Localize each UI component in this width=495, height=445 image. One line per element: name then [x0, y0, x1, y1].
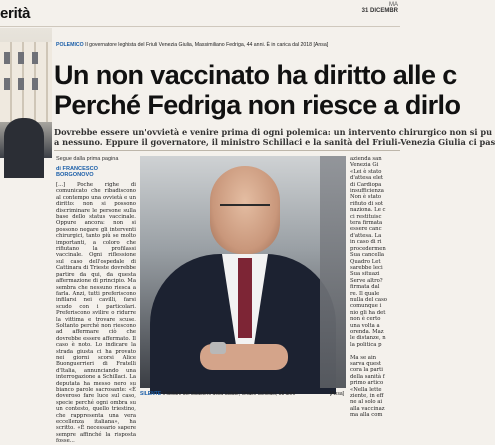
article-subheadline: [54, 127, 495, 147]
article-body-text: [...] Poche righe di comunicato che ribadiscono al contempo una ovvietà e un diritto: non si possono discriminare le persone sulla base dello status vaccinale. Oppure ancora: non si possono negare gli interventi chirurgici, tanto più se molto importanti, a coloro che rifiutano la profilassi vaccinale. Ogni riflessione sul caso dell'ospedale di Cattinara di Trieste dovrebbe partire da qui, da questa affermazione di principio. Ma sembra che nessuno riesca a farla. Anzi, tutti preferiscono infilarsi nei cavilli, farsi scudo con i particolari. Preferiscono svilire o ridurre la vittima e trovare scuse. Soltanto perché non riescono ad affermare ciò che dovrebbe essere affermato. Il caso è noto. Lo indicare la strada giusta ci ha provato nei giorni scorsi Alice Buonguerrieri di Fratelli d'Italia, annunciando una interrogazione a Schillaci. La deputata ha messo nero su bianco parole sacrosante: «È doveroso fare luce sul caso, specie perché ogni ombra su un contesto, quello triestino, che rappresenta una vera eccellenza italiana», ha scritto. «È necessario sapere sempre affinché la risposta fosse...: [56, 182, 136, 445]
right-column-line: ne al solo ai: [350, 399, 383, 406]
right-column-line: ci restituisc: [350, 213, 382, 220]
right-column-line: insufficienza: [350, 188, 384, 195]
right-column-line: in caso di ri: [350, 239, 382, 246]
right-column-line: Non è stato: [350, 194, 382, 201]
headline-line-2: Perché Fedriga non riesce a dirlo: [54, 90, 461, 120]
caption-text: Il governatore leghista del Friuli Venezia Giulia, Massimiliano Fedriga, 44 anni. È in carica dal 2018 [Ansa]: [85, 42, 329, 48]
photo-credit: [Ansa]: [329, 391, 344, 397]
wristwatch-icon: [210, 342, 226, 354]
date-day-month: 31 DICEMBR: [361, 8, 398, 14]
right-column-line: tera firmata: [350, 220, 383, 227]
right-column-line: una volta a: [350, 322, 380, 329]
caption-text: Il titolare del dicastero della Salute, Orazio Schillaci, 58 anni: [162, 391, 296, 397]
caption-label-silente: SILENTE: [140, 391, 162, 397]
right-column-line: della sanità f: [350, 373, 385, 380]
right-column-line: naziona. Le c: [350, 207, 386, 214]
right-column-line: «Lei è stato: [350, 168, 382, 175]
building-window: [4, 78, 10, 90]
headline-line-1: Un non vaccinato ha diritto alle c: [54, 60, 457, 90]
building-window: [18, 52, 24, 64]
author-byline: di FRANCESCO BORGONOVO: [56, 166, 98, 178]
building-window: [4, 52, 10, 64]
governor-silhouette: [4, 118, 44, 178]
article-headline: [54, 60, 461, 120]
right-column-line: nulla del caso: [350, 296, 387, 303]
minister-photo: [140, 156, 346, 388]
photo-background-figure: [320, 156, 346, 388]
subhead-line-2: a nessuno. Eppure il governatore, il ministro Schillaci e la sanità del Friuli-Venezia Giulia ci pas: [54, 136, 495, 147]
right-column-line: firmata dal: [350, 284, 380, 291]
date-weekday: MA: [389, 2, 398, 8]
right-column-line: ma alla com: [350, 412, 383, 419]
newspaper-top-bar: [0, 0, 400, 27]
article-left-column: [56, 156, 136, 445]
right-column-line: di Cardiopa: [350, 181, 382, 188]
right-column-line: Serve altro?: [350, 277, 383, 284]
masthead-title: erità: [0, 5, 31, 22]
continued-note: Segue dalla prima pagina: [56, 156, 119, 162]
minister-glasses: [220, 204, 270, 216]
right-column-line: primo artico: [350, 380, 384, 387]
right-column-line: sarebbe leci: [350, 264, 383, 271]
right-column-line: orenda. Maz: [350, 328, 384, 335]
bottom-photo-caption: [140, 389, 346, 399]
issue-date: [362, 2, 398, 14]
right-column-line: la politica p: [350, 341, 382, 348]
right-column-line: «Nella lette: [350, 386, 382, 393]
caption-label-polemico: POLEMICO: [56, 42, 84, 48]
right-column-line: procedermen: [350, 245, 386, 252]
right-column-line: cora la parti: [350, 367, 383, 374]
right-column-line: ziente, in eff: [350, 393, 384, 400]
right-column-line: azienda san: [350, 156, 382, 162]
right-column-line: Sua cancella: [350, 252, 385, 259]
subhead-line-1: Dovrebbe essere un'ovvietà e venire prima di ogni polemica: un intervento chirurgico non si pu: [54, 127, 493, 137]
right-column-line: re. Il quale: [350, 290, 380, 297]
building-window: [32, 78, 38, 90]
right-column-line: Quadro Let: [350, 258, 381, 265]
right-column-line: sarva quest: [350, 361, 382, 367]
right-column-line: comunque i: [350, 303, 382, 310]
right-column-line: Sua situazi: [350, 271, 380, 278]
building-window: [18, 78, 24, 90]
section-divider: [54, 150, 400, 151]
right-column-line: nio gli ha det: [350, 309, 386, 316]
right-column-line: non è certo: [350, 316, 381, 323]
right-column-line: d'attesa elet: [350, 175, 384, 182]
right-column-line: d'attesa. La: [350, 232, 382, 239]
article-right-column: [350, 156, 400, 419]
minister-tie: [238, 258, 252, 338]
right-column-line: le distanze, n: [350, 335, 386, 342]
right-column-line: alla vaccinaz: [350, 405, 385, 412]
right-column-line: Venezia Gi: [350, 162, 379, 169]
right-column-line: Ma se ain: [350, 354, 377, 361]
right-column-line: essere canc: [350, 226, 382, 233]
building-window: [32, 52, 38, 64]
governor-photo: [0, 28, 52, 158]
top-photo-caption: [56, 42, 396, 48]
right-column-line: rifiuto di sot: [350, 200, 383, 207]
